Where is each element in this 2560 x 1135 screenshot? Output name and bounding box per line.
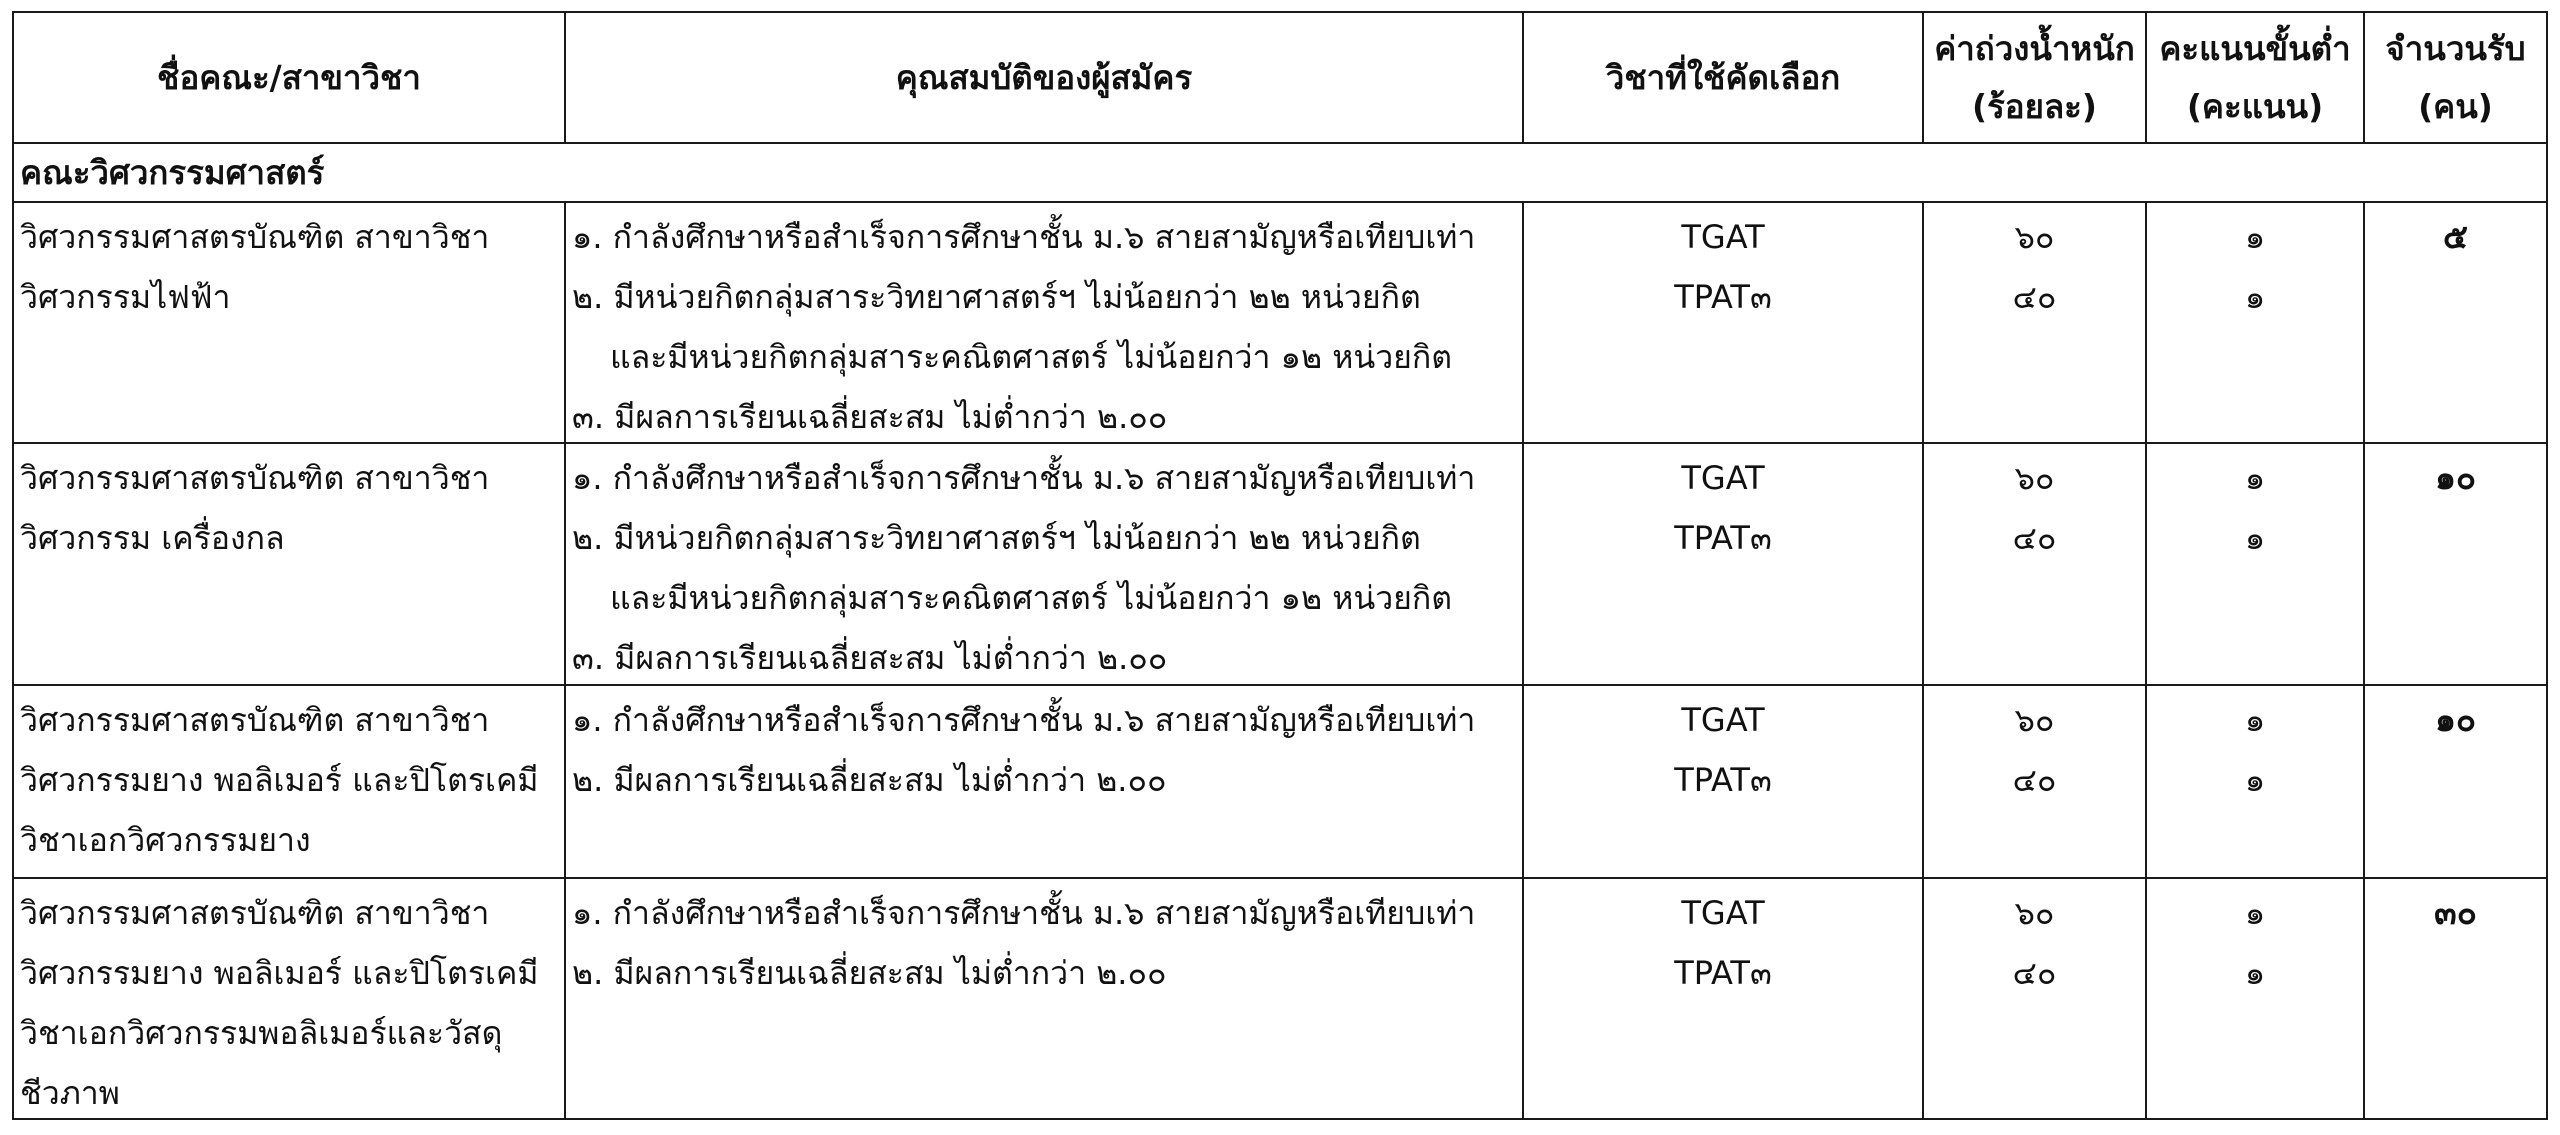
table-row-intake: ๑๐ [2434,458,2477,497]
section-title: คณะวิศวกรรมศาสตร์ [20,152,325,192]
header-selection-subjects: วิชาที่ใช้คัดเลือก [1605,57,1841,97]
header-weight: ค่าถ่วงน้ำหนัก (ร้อยละ) [1934,28,2135,126]
table-row-weights: ๖๐ ๔๐ [2012,701,2057,799]
table-row-subjects: TGAT TPAT๓ [1674,218,1772,316]
header-faculty-major: ชื่อคณะ/สาขาวิชา [157,57,421,97]
table-row-major: วิศวกรรมศาสตรบัณฑิต สาขาวิชา วิศวกรรม เครื่องกล [20,459,490,557]
table-row-min-scores: ๑ ๑ [2244,459,2266,557]
table-row-major: วิศวกรรมศาสตรบัณฑิต สาขาวิชา วิศวกรรมยาง พอลิเมอร์ และปิโตรเคมี วิชาเอกวิศวกรรมพอลิเมอร์และวัสดุ ชีวภาพ [20,894,539,1112]
table-row-major: วิศวกรรมศาสตรบัณฑิต สาขาวิชา วิศวกรรมไฟฟ้า [20,218,490,316]
header-qualifications: คุณสมบัติของผู้สมัคร [895,57,1193,97]
table-row-intake: ๓๐ [2434,893,2477,932]
admission-table [12,11,2548,1120]
table-row-qualifications: ๑. กำลังศึกษาหรือสำเร็จการศึกษาชั้น ม.๖ สายสามัญหรือเทียบเท่า ๒. มีผลการเรียนเฉลี่ยสะสม ไม่ต่ำกว่า ๒.๐๐ [572,701,1476,799]
table-row-subjects: TGAT TPAT๓ [1674,459,1772,557]
table-row-min-scores: ๑ ๑ [2244,701,2266,799]
table-row-major: วิศวกรรมศาสตรบัณฑิต สาขาวิชา วิศวกรรมยาง พอลิเมอร์ และปิโตรเคมี วิชาเอกวิศวกรรมยาง [20,701,539,859]
header-intake: จำนวนรับ (คน) [2385,28,2526,126]
table-row-qualifications: ๑. กำลังศึกษาหรือสำเร็จการศึกษาชั้น ม.๖ สายสามัญหรือเทียบเท่า ๒. มีผลการเรียนเฉลี่ยสะสม ไม่ต่ำกว่า ๒.๐๐ [572,894,1476,992]
table-row-min-scores: ๑ ๑ [2244,894,2266,992]
table-row-min-scores: ๑ ๑ [2244,218,2266,316]
header-min-score: คะแนนขั้นต่ำ (คะแนน) [2159,28,2351,126]
table-row-weights: ๖๐ ๔๐ [2012,894,2057,992]
table-row-weights: ๖๐ ๔๐ [2012,218,2057,316]
table-row-qualifications: ๑. กำลังศึกษาหรือสำเร็จการศึกษาชั้น ม.๖ สายสามัญหรือเทียบเท่า ๒. มีหน่วยกิตกลุ่มสาระวิทยาศาสตร์ฯ ไม่น้อยกว่า ๒๒ หน่วยกิต และมีหน่วยกิตกลุ่มสาระคณิตศาสตร์ ไม่น้อยกว่า ๑๒ หน่วยกิต ๓. มีผลการเรียนเฉลี่ยสะสม ไม่ต่ำกว่า ๒.๐๐ [572,218,1476,436]
table-row-subjects: TGAT TPAT๓ [1674,701,1772,799]
table-border-right [2546,11,2548,1120]
table-row-intake: ๕ [2443,217,2468,256]
table-row-qualifications: ๑. กำลังศึกษาหรือสำเร็จการศึกษาชั้น ม.๖ สายสามัญหรือเทียบเท่า ๒. มีหน่วยกิตกลุ่มสาระวิทยาศาสตร์ฯ ไม่น้อยกว่า ๒๒ หน่วยกิต และมีหน่วยกิตกลุ่มสาระคณิตศาสตร์ ไม่น้อยกว่า ๑๒ หน่วยกิต ๓. มีผลการเรียนเฉลี่ยสะสม ไม่ต่ำกว่า ๒.๐๐ [572,459,1476,677]
table-row-weights: ๖๐ ๔๐ [2012,459,2057,557]
table-row-intake: ๑๐ [2434,700,2477,739]
table-row-subjects: TGAT TPAT๓ [1674,894,1772,992]
